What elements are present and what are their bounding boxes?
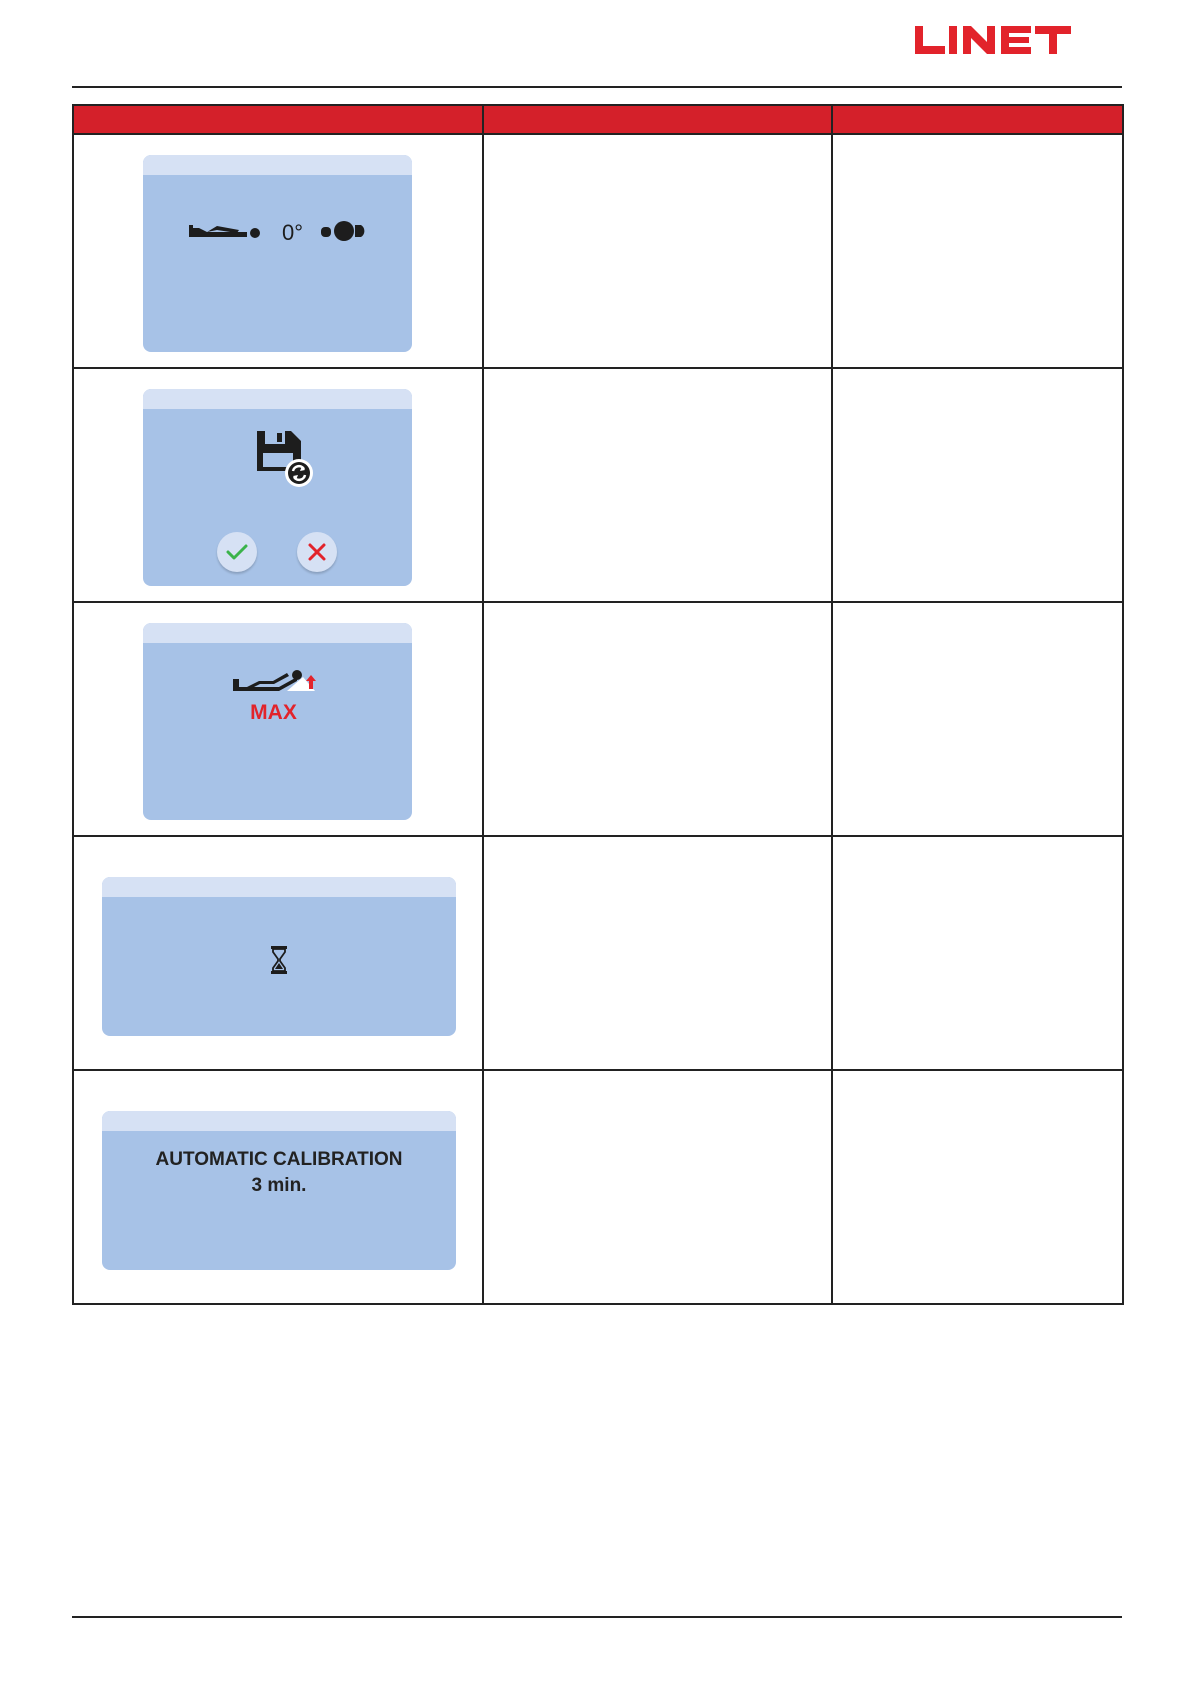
calibration-message <box>102 1147 456 1199</box>
check-icon <box>225 540 249 564</box>
cancel-button[interactable] <box>297 532 337 572</box>
display-screen <box>102 1111 456 1270</box>
table-header-cell <box>483 105 832 134</box>
header-divider <box>72 86 1122 88</box>
action-cell <box>832 1070 1123 1304</box>
description-cell <box>483 1070 832 1304</box>
screen-top-bar <box>102 877 456 897</box>
linet-logo <box>913 22 1073 58</box>
description-cell <box>483 134 832 368</box>
linet-logo-mark <box>913 22 1073 58</box>
display-messages-table <box>72 104 1124 1305</box>
screen-top-bar <box>102 1111 456 1131</box>
table-header-cell <box>832 105 1123 134</box>
confirm-button[interactable] <box>217 532 257 572</box>
description-cell <box>483 368 832 602</box>
calibration-title: AUTOMATIC CALIBRATION <box>155 1149 403 1170</box>
brand-name <box>1073 22 1074 23</box>
action-cell <box>832 134 1123 368</box>
display-screen <box>143 389 412 586</box>
max-label: MAX <box>250 701 297 724</box>
display-cell <box>73 368 483 602</box>
table-header-cell <box>73 105 483 134</box>
description-cell <box>483 602 832 836</box>
table-row <box>73 602 1123 836</box>
display-screen <box>143 155 412 352</box>
display-cell <box>73 134 483 368</box>
footer-divider <box>72 1616 1122 1618</box>
table-row <box>73 368 1123 602</box>
table-row <box>73 134 1123 368</box>
display-cell <box>73 836 483 1070</box>
screen-top-bar <box>143 623 412 643</box>
table-row <box>73 1070 1123 1304</box>
action-cell <box>832 602 1123 836</box>
screen-top-bar <box>143 389 412 409</box>
display-screen <box>143 623 412 820</box>
action-cell <box>832 836 1123 1070</box>
action-cell <box>832 368 1123 602</box>
display-cell <box>73 602 483 836</box>
head-position-icon <box>319 219 369 243</box>
table-header-row <box>73 105 1123 134</box>
backrest-up-icon <box>231 667 323 697</box>
display-cell <box>73 1070 483 1304</box>
table-row <box>73 836 1123 1070</box>
close-icon <box>305 540 329 564</box>
hourglass-icon <box>270 945 288 975</box>
calibration-duration: 3 min. <box>251 1175 307 1196</box>
description-cell <box>483 836 832 1070</box>
angle-value: 0° <box>282 220 304 245</box>
screen-top-bar <box>143 155 412 175</box>
save-sync-icon <box>253 427 317 489</box>
display-screen <box>102 877 456 1036</box>
bed-flat-icon <box>187 221 263 243</box>
